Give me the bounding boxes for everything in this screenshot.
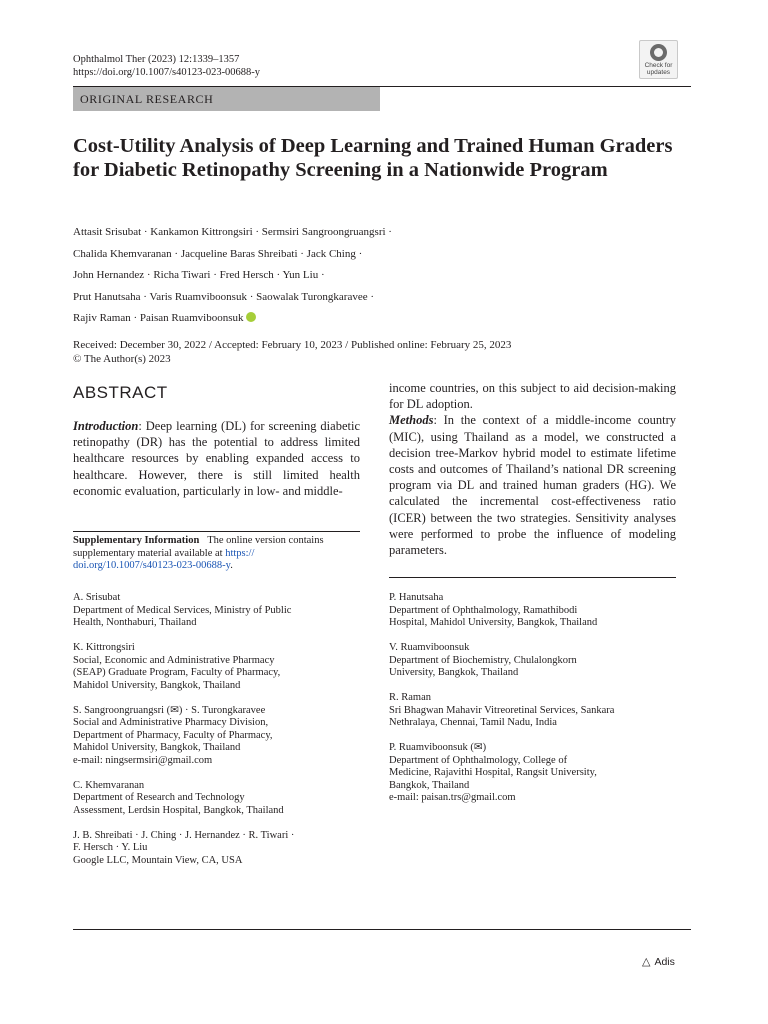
- introduction-text: : Deep learning (DL) for screening diabetic retinopathy (DR) has the potential to address limited healthcare resources by enabling expanded access to healthcare. However, there is still limited health economic evaluation, particularly in low- and middle-: [73, 419, 360, 498]
- author-line-last: [73, 308, 693, 330]
- crossmark-icon: [650, 44, 667, 61]
- affiliation: [73, 592, 360, 630]
- affiliation-line: Sri Bhagwan Mahavir Vitreoretinal Services, Sankara: [389, 704, 615, 716]
- affiliation-line: Hospital, Mahidol University, Bangkok, Thailand: [389, 617, 598, 628]
- affiliation-line: K. Kittrongsiri: [73, 642, 135, 653]
- affiliation-line: Nethralaya, Chennai, Tamil Nadu, India: [389, 717, 557, 728]
- section-label-bar: [73, 87, 380, 111]
- affiliation-line: Health, Nonthaburi, Thailand: [73, 617, 197, 628]
- author-line: Attasit Srisubat · Kankamon Kittrongsiri · Sermsiri Sangroongruangsri ·: [73, 226, 392, 238]
- publisher-name: Adis: [654, 956, 675, 968]
- supplementary-info: [73, 535, 360, 573]
- affiliation-line: A. Srisubat: [73, 592, 121, 603]
- copyright: © The Author(s) 2023: [73, 352, 171, 365]
- section-label: ORIGINAL RESEARCH: [80, 92, 214, 106]
- crossmark-text-2: updates: [646, 69, 671, 76]
- supplementary-rule: [73, 531, 360, 532]
- author-line: John Hernandez · Richa Tiwari · Fred Hersch · Yun Liu ·: [73, 269, 325, 281]
- email-link[interactable]: e-mail: paisan.trs@gmail.com: [389, 792, 516, 803]
- methods-label: Methods: [389, 413, 434, 428]
- supplementary-period: .: [230, 560, 233, 571]
- triangle-icon: △: [642, 956, 651, 968]
- affiliation-line: Department of Ophthalmology, Ramathibodi: [389, 604, 578, 616]
- affiliation-line: Social and Administrative Pharmacy Division,: [73, 717, 269, 728]
- affiliation: [389, 742, 676, 805]
- date-history: Received: December 30, 2022 / Accepted: February 10, 2023 / Published online: February 25, 2023: [73, 339, 512, 351]
- affiliation-line: Social, Economic and Administrative Pharmacy: [73, 654, 275, 666]
- affiliation-line: Department of Pharmacy, Faculty of Pharmacy,: [73, 729, 273, 741]
- right-column-rule: [389, 577, 676, 578]
- introduction-label: Introduction: [73, 419, 139, 433]
- affiliations-right: [389, 592, 676, 817]
- affiliation-line: C. Khemvaranan: [73, 779, 145, 791]
- affiliation-line: (SEAP) Graduate Program, Faculty of Pharmacy,: [73, 667, 281, 678]
- methods-text: : In the context of a middle-income country (MIC), using Thailand as a model, we constructed a decision tree-Markov hybrid model to estimate lifetime costs and outcomes of Thailand’s national DR screening program via DL and trained human graders (HG). We calculated the incremental cost-effectiveness ratio (ICER) between the two strategies. Sensitivity analyses were performed to probe the influence of modeling parameters.: [389, 413, 676, 558]
- affiliation-line: J. B. Shreibati · J. Ching · J. Hernandez · R. Tiwari ·: [73, 829, 295, 841]
- supplementary-link[interactable]: https://: [225, 547, 255, 559]
- doi-line[interactable]: https://doi.org/10.1007/s40123-023-00688-y: [73, 67, 261, 78]
- crossmark-text-1: Check for: [644, 62, 673, 69]
- footer-rule: [73, 929, 691, 930]
- affiliation-line: V. Ruamviboonsuk: [389, 642, 470, 653]
- orcid-icon[interactable]: [246, 312, 256, 322]
- journal-line: Ophthalmol Ther (2023) 12:1339–1357: [73, 54, 240, 65]
- affiliation-line: Department of Biochemistry, Chulalongkorn: [389, 654, 577, 666]
- affiliation-line: Department of Ophthalmology, College of: [389, 754, 568, 766]
- check-for-updates-badge[interactable]: [639, 40, 678, 79]
- affiliation-line: Google LLC, Mountain View, CA, USA: [73, 854, 243, 866]
- affiliation-line: F. Hersch · Y. Liu: [73, 842, 148, 853]
- affiliation: [389, 592, 676, 630]
- affiliation: [389, 692, 676, 730]
- introduction-continued: income countries, on this subject to aid decision-making for DL adoption.: [389, 381, 676, 412]
- affiliation-line: Medicine, Rajavithi Hospital, Rangsit University,: [389, 767, 597, 778]
- journal-citation: [73, 53, 260, 79]
- affiliation: [73, 830, 360, 868]
- supplementary-link-cont[interactable]: doi.org/10.1007/s40123-023-00688-y: [73, 560, 231, 571]
- publication-dates: [73, 339, 693, 366]
- author-line: Prut Hanutsaha · Varis Ruamviboonsuk · Saowalak Turongkaravee ·: [73, 290, 375, 303]
- affiliation: [73, 780, 360, 818]
- email-link[interactable]: e-mail: ningsermsiri@gmail.com: [73, 754, 213, 766]
- affiliation: [73, 705, 360, 768]
- affiliation-line: S. Sangroongruangsri (✉) · S. Turongkaravee: [73, 704, 266, 716]
- affiliation-line: Department of Research and Technology: [73, 792, 245, 803]
- affiliation: [389, 642, 676, 680]
- author-line: Rajiv Raman · Paisan Ruamviboonsuk: [73, 312, 244, 324]
- affiliation-line: Bangkok, Thailand: [389, 779, 470, 791]
- affiliation-line: Mahidol University, Bangkok, Thailand: [73, 742, 241, 753]
- abstract-left-column: [73, 418, 360, 499]
- publisher-logo: [642, 955, 675, 968]
- affiliation: [73, 642, 360, 692]
- author-line: Chalida Khemvaranan · Jacqueline Baras Shreibati · Jack Ching ·: [73, 247, 363, 260]
- abstract-heading: ABSTRACT: [73, 383, 168, 402]
- affiliation-line: Mahidol University, Bangkok, Thailand: [73, 679, 241, 691]
- author-list: [73, 222, 693, 330]
- affiliation-line: Assessment, Lerdsin Hospital, Bangkok, Thailand: [73, 804, 284, 816]
- affiliation-line: Department of Medical Services, Ministry of Public: [73, 604, 292, 616]
- affiliation-line: P. Ruamviboonsuk (✉): [389, 742, 487, 753]
- affiliation-line: P. Hanutsaha: [389, 592, 444, 603]
- affiliation-line: University, Bangkok, Thailand: [389, 667, 519, 678]
- article-title: Cost-Utility Analysis of Deep Learning and Trained Human Graders for Diabetic Retinopathy Screening in a Nationwide Program: [73, 135, 673, 181]
- supplementary-label: Supplementary Information: [73, 535, 200, 546]
- supplementary-text: The online version contains supplementary material available at: [73, 535, 324, 559]
- abstract-right-column: [389, 380, 676, 558]
- affiliations-left: [73, 592, 360, 880]
- affiliation-line: R. Raman: [389, 692, 431, 703]
